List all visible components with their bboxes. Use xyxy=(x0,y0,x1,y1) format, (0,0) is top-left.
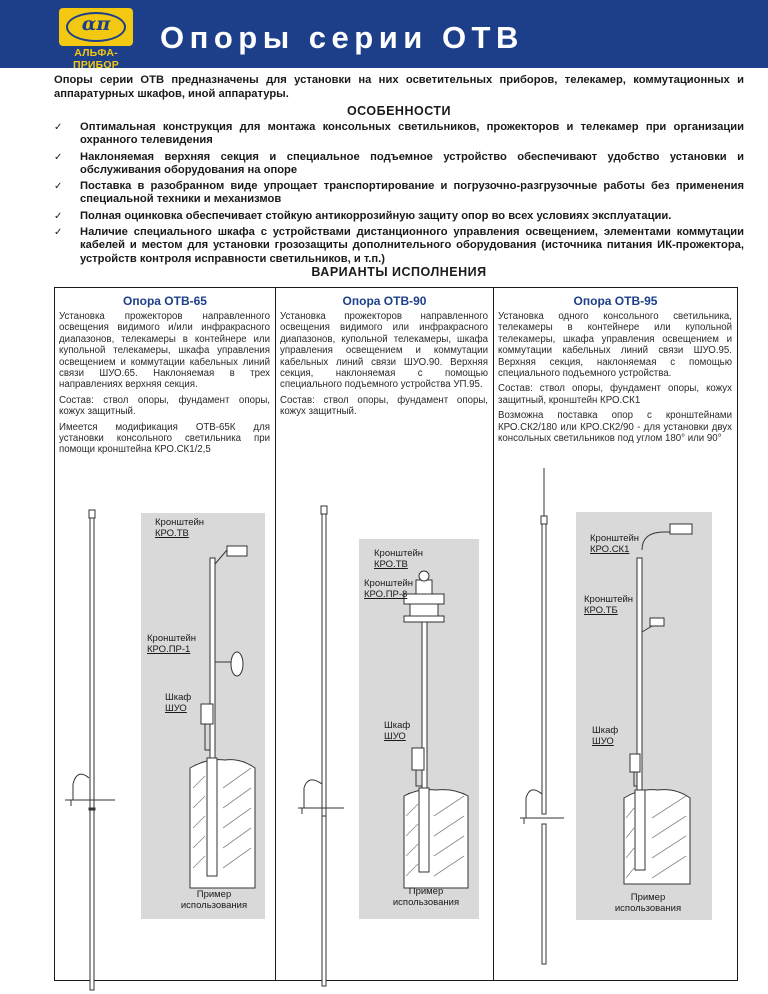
variants-heading: ВАРИАНТЫ ИСПОЛНЕНИЯ xyxy=(311,265,487,279)
pole-drawing-otv95 xyxy=(494,288,738,982)
logo-symbol: απ xyxy=(81,13,111,35)
intro-text: Опоры серии ОТВ предназначены для установки на них осветительных приборов, телекамер, коммутационных и аппаратурных шкафов, иной аппаратуры. xyxy=(54,74,744,100)
standalone-pole xyxy=(520,468,564,964)
variants-table xyxy=(54,287,738,981)
callout-bracket-pr: Кронштейн КРО.ПР-8 xyxy=(364,578,414,600)
variant-paragraph: Установка прожекторов направленного освещения видимого и/или инфракрасного диапазонов, телекамеры в контейнере или купольной телекамеры, шкафа управления освещением и коммутации кабельных линий связи ШУО.65. Наклоняемая в трех направлениях верхняя секция. xyxy=(59,311,270,391)
feature-text: Оптимальная конструкция для монтажа консольных светильников, прожекторов и телекамер при организации охранного телевидения xyxy=(80,121,744,147)
feature-text: Полная оцинковка обеспечивает стойкую антикоррозийную защиту опор во всех условиях эксплуатации. xyxy=(80,209,672,222)
callout-cabinet: Шкаф ШУО xyxy=(384,720,411,742)
header-band xyxy=(0,0,768,71)
check-icon: ✓ xyxy=(54,181,63,193)
callout-bracket-pr: Кронштейн КРО.ПР-1 xyxy=(147,633,197,655)
example-pole xyxy=(190,546,255,888)
variant-paragraph: Возможна поставка опор с кронштейнами КРО.СК2/180 или КРО.СК2/90 - для установки двух консольных светильников под углом 180° или 90° xyxy=(498,410,732,445)
logo-company-name: АЛЬФА-ПРИБОР xyxy=(72,47,119,71)
callout-bracket-tv: Кронштейн КРО.ТВ xyxy=(155,517,205,539)
feature-item xyxy=(54,151,744,178)
variant-column-otv95 xyxy=(493,288,737,980)
callout-cabinet: Шкаф ШУО xyxy=(592,725,619,747)
standalone-pole xyxy=(298,506,344,986)
callout-bracket-tb: Кронштейн КРО.ТБ xyxy=(584,594,634,616)
logo-badge xyxy=(59,8,133,46)
callout-bracket-sk: Кронштейн КРО.СК1 xyxy=(590,533,640,555)
pole-drawing-otv90 xyxy=(276,288,494,982)
variant-paragraph: Установка прожекторов направленного освещения видимого или инфракрасного диапазонов, купольной телекамеры, шкафа управления освещением и коммутации кабельных линий связи ШУО.90. Верхняя секция, наклоняемая с помощью специального подъемного устройства УП.95. xyxy=(280,311,488,391)
feature-item xyxy=(54,210,744,223)
feature-text: Наличие специального шкафа с устройствами дистанционного управления освещением, элементами коммутации кабелей и местом для установки грозозащиты дополнительного оборудования (источника питания ИК-прожектора, устройств контроля исправности светильников, и т.п.) xyxy=(80,226,744,265)
check-icon: ✓ xyxy=(54,210,63,222)
company-logo xyxy=(55,8,137,71)
feature-item xyxy=(54,121,744,148)
variant-column-otv90 xyxy=(275,288,493,980)
variant-column-otv65 xyxy=(55,288,275,980)
variant-paragraph: Состав: ствол опоры, фундамент опоры, кожух защитный. xyxy=(280,394,488,418)
features-list xyxy=(54,121,744,269)
callout-cabinet: Шкаф ШУО xyxy=(165,692,192,714)
page-title: Опоры серии ОТВ xyxy=(160,20,524,55)
features-heading: ОСОБЕННОСТИ xyxy=(346,104,452,118)
check-icon: ✓ xyxy=(54,227,63,239)
variant-paragraph: Состав: ствол опоры, фундамент опоры, кожух защитный, кронштейн КРО.СК1 xyxy=(498,383,732,406)
variant-title: Опора ОТВ-95 xyxy=(573,294,658,308)
callout-bracket-tv: Кронштейн КРО.ТВ xyxy=(374,548,424,570)
feature-item xyxy=(54,226,744,266)
variant-title: Опора ОТВ-65 xyxy=(123,294,207,308)
check-icon: ✓ xyxy=(54,151,63,163)
usage-example-caption: Пример использования xyxy=(392,886,460,908)
feature-text: Наклоняемая верхняя секция и специальное подъемное устройство обеспечивают удобство установки и обслуживания оборудования на опоре xyxy=(80,150,744,176)
variant-paragraph: Установка одного консольного светильника, телекамеры в контейнере или купольной телекамеры, шкафа управления освещением и коммутации кабельных линий связи ШУО.95. Верхняя секция, наклоняемая с помощью специального подъемного устройства. xyxy=(498,311,732,380)
usage-example-caption: Пример использования xyxy=(614,892,682,914)
standalone-pole xyxy=(65,510,115,990)
example-pole xyxy=(624,524,692,884)
usage-example-caption: Пример использования xyxy=(180,889,248,911)
check-icon: ✓ xyxy=(54,122,63,133)
feature-text: Поставка в разобранном виде упрощает транспортирование и погрузочно-разгрузочные работы без применения специальной техники и механизмов xyxy=(80,180,744,206)
variant-title: Опора ОТВ-90 xyxy=(342,294,427,308)
variant-paragraph: Состав: ствол опоры, фундамент опоры, кожух защитный. xyxy=(59,394,270,418)
feature-item xyxy=(54,180,744,207)
example-pole xyxy=(404,571,468,888)
variant-paragraph: Имеется модификация ОТВ-65К для установки консольного светильника при помощи кронштейна КРО.СК1/2,5 xyxy=(59,421,270,456)
